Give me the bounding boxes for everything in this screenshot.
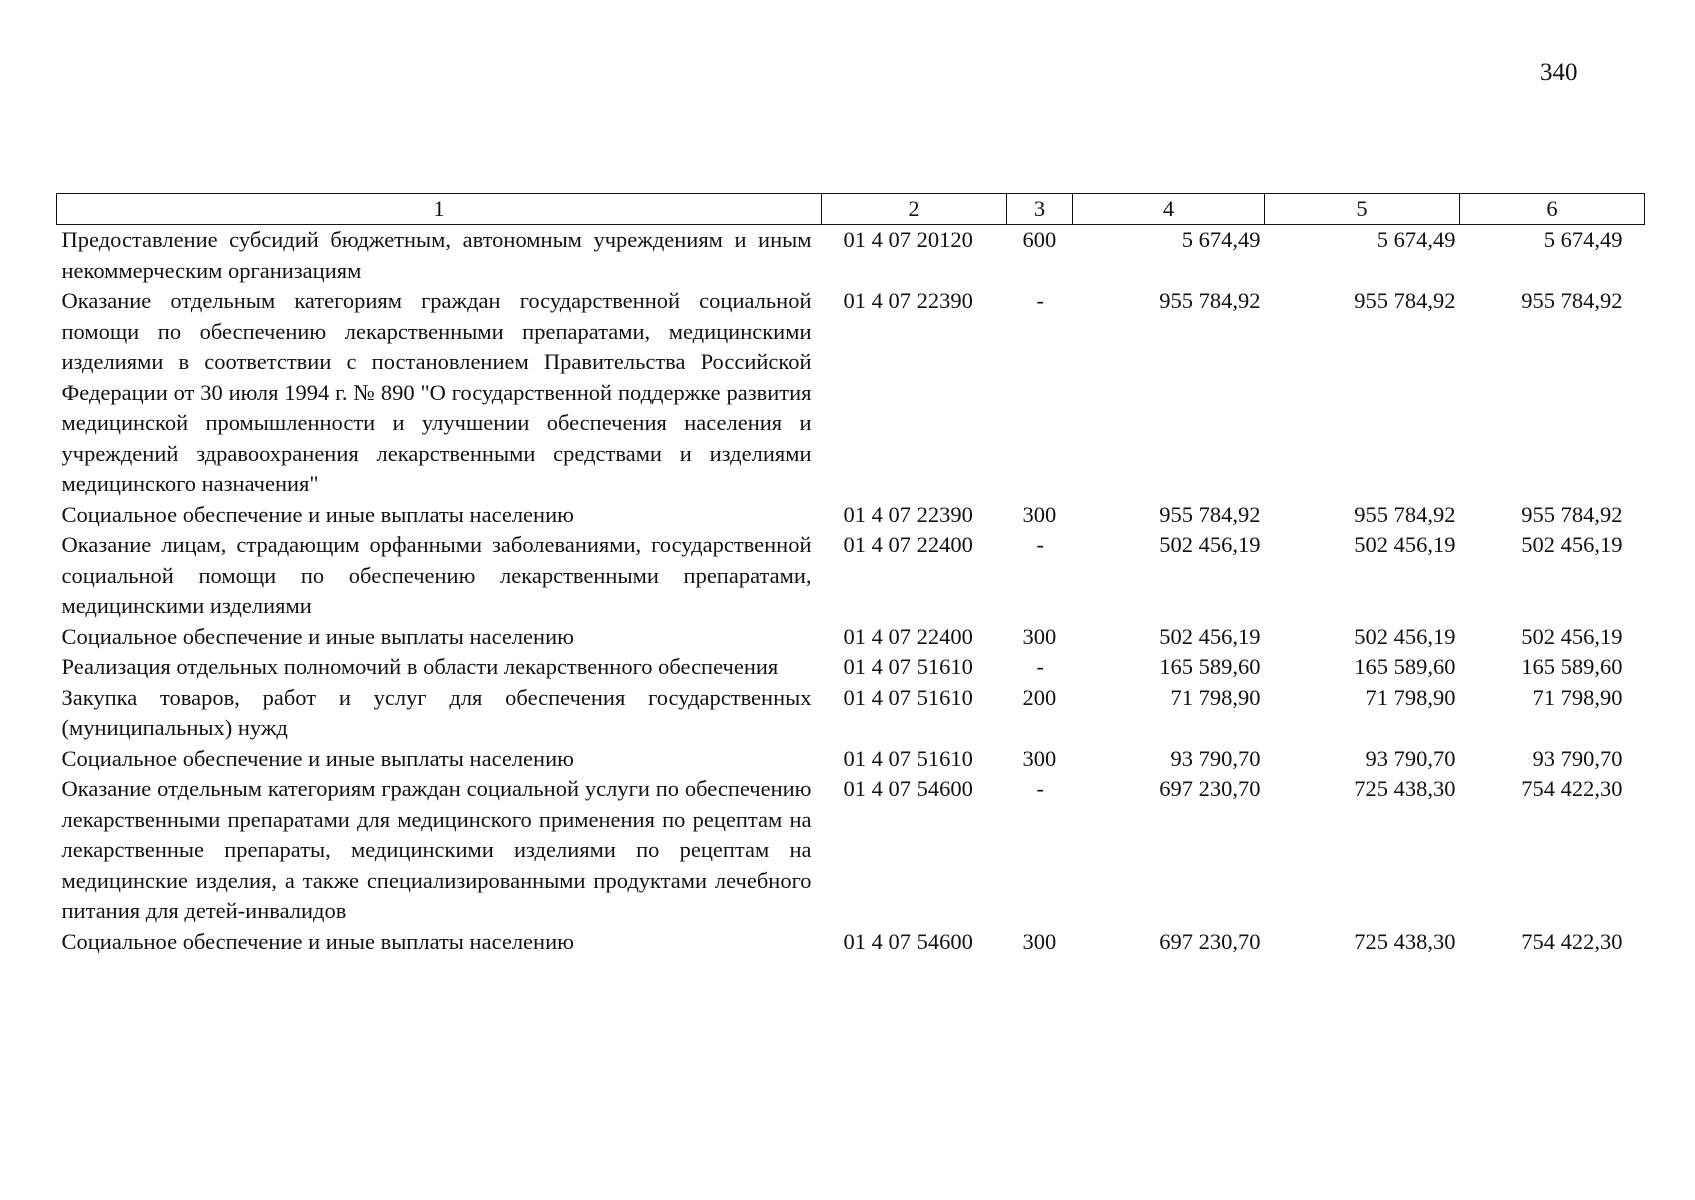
row-amount-year3: 754 422,30 bbox=[1521, 928, 1623, 954]
table-row bbox=[57, 774, 1645, 927]
row-expense-type: 300 bbox=[1022, 928, 1057, 954]
column-header-6: 6 bbox=[1460, 194, 1645, 225]
row-code: 01 4 07 22400 bbox=[843, 532, 973, 557]
row-amount-year3: 5 674,49 bbox=[1543, 227, 1623, 252]
row-amount-year3: 71 798,90 bbox=[1532, 684, 1623, 710]
row-amount-year3: 754 422,30 bbox=[1521, 776, 1623, 801]
table-row bbox=[57, 530, 1645, 622]
row-amount-year3: 93 790,70 bbox=[1532, 745, 1623, 771]
column-header-4: 4 bbox=[1073, 194, 1265, 225]
row-name: Оказание лицам, страдающим орфанными заболеваниями, государственной социальной помощи по обеспечению лекарственными препаратами, медицинскими изделиями bbox=[61, 532, 812, 618]
row-code: 01 4 07 51610 bbox=[843, 745, 973, 771]
row-code: 01 4 07 51610 bbox=[843, 684, 973, 710]
row-name: Социальное обеспечение и иные выплаты населению bbox=[61, 623, 574, 649]
row-amount-year2: 71 798,90 bbox=[1365, 684, 1456, 710]
row-name: Социальное обеспечение и иные выплаты населению bbox=[61, 501, 574, 527]
page-number: 340 bbox=[1540, 59, 1578, 86]
row-expense-type: - bbox=[1036, 288, 1044, 313]
row-expense-type: 300 bbox=[1022, 501, 1057, 527]
row-amount-year1: 93 790,70 bbox=[1170, 745, 1261, 771]
row-amount-year2: 725 438,30 bbox=[1354, 928, 1456, 954]
row-amount-year1: 71 798,90 bbox=[1170, 684, 1261, 710]
row-expense-type: - bbox=[1036, 776, 1044, 801]
row-code: 01 4 07 22400 bbox=[843, 623, 973, 649]
row-code: 01 4 07 20120 bbox=[843, 227, 973, 252]
row-name: Закупка товаров, работ и услуг для обеспечения государственных (муниципальных) нужд bbox=[61, 684, 812, 740]
row-amount-year2: 725 438,30 bbox=[1354, 776, 1456, 801]
table-row bbox=[57, 744, 1645, 775]
budget-table bbox=[56, 193, 1645, 957]
row-expense-type: - bbox=[1036, 532, 1044, 557]
table-row bbox=[57, 683, 1645, 744]
table-header bbox=[57, 194, 1645, 225]
row-amount-year3: 955 784,92 bbox=[1521, 288, 1623, 313]
row-name: Оказание отдельным категориям граждан государственной социальной помощи по обеспечению лекарственными препаратами, медицинскими изделиями в соответствии с постановлением Правительства Российской Федерации от 30 июля 1994 г. № 890 "О государственной поддержке развития медицинской промышленности и улучшении обеспечения населения и учреждений здравоохранения лекарственными средствами и изделиями медицинского назначения" bbox=[61, 288, 812, 496]
row-amount-year3: 165 589,60 bbox=[1521, 654, 1623, 679]
header-row bbox=[57, 194, 1645, 225]
row-expense-type: 300 bbox=[1022, 745, 1057, 771]
row-amount-year3: 955 784,92 bbox=[1521, 501, 1623, 527]
row-code: 01 4 07 54600 bbox=[843, 928, 973, 954]
row-amount-year1: 697 230,70 bbox=[1159, 928, 1261, 954]
row-expense-type: - bbox=[1036, 654, 1044, 679]
row-code: 01 4 07 22390 bbox=[843, 288, 973, 313]
table-body bbox=[57, 225, 1645, 958]
row-amount-year2: 955 784,92 bbox=[1354, 288, 1456, 313]
row-amount-year1: 955 784,92 bbox=[1159, 501, 1261, 527]
row-amount-year2: 165 589,60 bbox=[1354, 654, 1456, 679]
table-row bbox=[57, 622, 1645, 653]
row-name: Реализация отдельных полномочий в области лекарственного обеспечения bbox=[61, 654, 779, 679]
table-row bbox=[57, 652, 1645, 683]
row-code: 01 4 07 22390 bbox=[843, 501, 973, 527]
column-header-5: 5 bbox=[1265, 194, 1460, 225]
row-amount-year2: 5 674,49 bbox=[1376, 227, 1456, 252]
row-amount-year1: 697 230,70 bbox=[1159, 776, 1261, 801]
row-amount-year1: 955 784,92 bbox=[1159, 288, 1261, 313]
row-name: Оказание отдельным категориям граждан социальной услуги по обеспечению лекарственными препаратами для медицинского применения по рецептам на лекарственные препараты, медицинскими изделиями по рецептам на медицинские изделия, а также специализированными продуктами лечебного питания для детей-инвалидов bbox=[61, 776, 812, 923]
row-name: Социальное обеспечение и иные выплаты населению bbox=[61, 745, 574, 771]
row-expense-type: 200 bbox=[1022, 684, 1057, 710]
table-row bbox=[57, 500, 1645, 531]
row-expense-type: 300 bbox=[1022, 623, 1057, 649]
table-row bbox=[57, 225, 1645, 287]
row-name: Предоставление субсидий бюджетным, автономным учреждениям и иным некоммерческим организациям bbox=[61, 227, 812, 283]
row-amount-year2: 502 456,19 bbox=[1354, 532, 1456, 557]
row-amount-year2: 93 790,70 bbox=[1365, 745, 1456, 771]
row-amount-year3: 502 456,19 bbox=[1521, 623, 1623, 649]
row-amount-year1: 5 674,49 bbox=[1181, 227, 1261, 252]
row-amount-year1: 502 456,19 bbox=[1159, 532, 1261, 557]
row-amount-year2: 955 784,92 bbox=[1354, 501, 1456, 527]
row-amount-year1: 165 589,60 bbox=[1159, 654, 1261, 679]
row-expense-type: 600 bbox=[1022, 227, 1057, 252]
row-code: 01 4 07 54600 bbox=[843, 776, 973, 801]
column-header-2: 2 bbox=[822, 194, 1007, 225]
column-header-3: 3 bbox=[1007, 194, 1073, 225]
row-amount-year3: 502 456,19 bbox=[1521, 532, 1623, 557]
row-code: 01 4 07 51610 bbox=[843, 654, 973, 679]
table-row bbox=[57, 286, 1645, 500]
row-name: Социальное обеспечение и иные выплаты населению bbox=[61, 928, 574, 954]
column-header-1: 1 bbox=[57, 194, 822, 225]
table-row bbox=[57, 927, 1645, 958]
row-amount-year1: 502 456,19 bbox=[1159, 623, 1261, 649]
row-amount-year2: 502 456,19 bbox=[1354, 623, 1456, 649]
